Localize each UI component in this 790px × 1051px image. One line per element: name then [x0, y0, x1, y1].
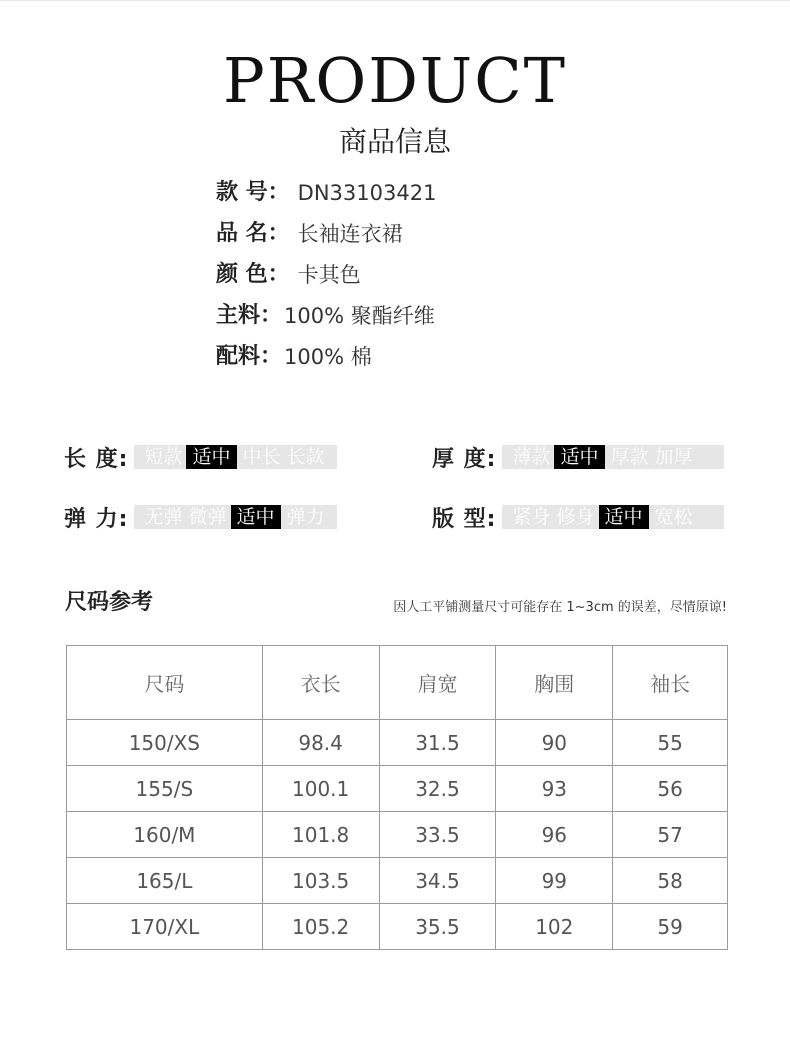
table-cell: 98.4: [262, 720, 379, 766]
column-header-sleeve: 袖长: [613, 646, 728, 720]
option-mid-long: 中长: [242, 446, 281, 468]
info-row-secondary-material: [216, 336, 436, 377]
attribute-elasticity: [64, 502, 337, 532]
table-cell: 96: [496, 812, 613, 858]
info-value: 100% 棉: [284, 344, 372, 369]
info-label: 配料：: [216, 343, 283, 369]
table-cell: 32.5: [379, 766, 496, 812]
attribute-label: 弹 力:: [64, 506, 129, 532]
table-cell: 160/M: [67, 812, 263, 858]
page-title: PRODUCT: [223, 44, 567, 117]
table-cell: 102: [496, 904, 613, 950]
option-tight: 紧身: [512, 506, 551, 528]
attribute-thickness: [432, 442, 724, 472]
table-cell: 103.5: [262, 858, 379, 904]
size-table: [66, 645, 728, 950]
table-cell: 90: [496, 720, 613, 766]
size-chart-note: 因人工平铺测量尺寸可能存在 1~3cm 的误差，尽情原谅!: [393, 600, 727, 615]
table-cell: 93: [496, 766, 613, 812]
option-stretch: 弹力: [286, 506, 325, 528]
info-label: 款 号：: [216, 179, 290, 205]
column-header-shoulder: 肩宽: [379, 646, 496, 720]
column-header-size: 尺码: [67, 646, 263, 720]
option-long: 长款: [286, 446, 325, 468]
top-divider: [0, 0, 790, 1]
table-row: [67, 720, 728, 766]
table-row: [67, 812, 728, 858]
option-thin: 薄款: [512, 446, 551, 468]
table-cell: 56: [613, 766, 728, 812]
option-selected: 适中: [186, 445, 236, 469]
table-cell: 105.2: [262, 904, 379, 950]
table-cell: 150/XS: [67, 720, 263, 766]
size-chart-title: 尺码参考: [65, 590, 154, 615]
info-row-product-name: [216, 213, 436, 254]
column-header-bust: 胸围: [496, 646, 613, 720]
table-row: [67, 858, 728, 904]
table-cell: 33.5: [379, 812, 496, 858]
option-thick: 厚款: [610, 446, 649, 468]
table-cell: 99: [496, 858, 613, 904]
table-header-row: [67, 646, 728, 720]
option-extra-thick: 加厚: [654, 446, 693, 468]
attribute-length: [64, 442, 337, 472]
table-cell: 35.5: [379, 904, 496, 950]
table-cell: 100.1: [262, 766, 379, 812]
info-label: 主料：: [216, 302, 283, 328]
table-cell: 170/XL: [67, 904, 263, 950]
option-loose: 宽松: [654, 506, 693, 528]
info-row-main-material: [216, 295, 436, 336]
option-slim: 修身: [556, 506, 595, 528]
option-selected: 适中: [554, 445, 604, 469]
page-subtitle: 商品信息: [338, 125, 451, 158]
attribute-scale: [134, 505, 337, 529]
info-label: 颜 色：: [216, 261, 290, 287]
table-cell: 58: [613, 858, 728, 904]
info-value: 卡其色: [297, 262, 361, 287]
product-info: [216, 172, 436, 377]
info-value: DN33103421: [297, 180, 437, 205]
attribute-scale: [502, 505, 724, 529]
attribute-label: 厚 度:: [432, 446, 497, 472]
column-header-length: 衣长: [262, 646, 379, 720]
option-slight-stretch: 微弹: [188, 506, 227, 528]
table-cell: 55: [613, 720, 728, 766]
table-cell: 101.8: [262, 812, 379, 858]
option-selected: 适中: [231, 505, 281, 529]
table-row: [67, 766, 728, 812]
info-row-style-number: [216, 172, 436, 213]
table-cell: 165/L: [67, 858, 263, 904]
table-cell: 57: [613, 812, 728, 858]
option-selected: 适中: [599, 505, 649, 529]
table-cell: 34.5: [379, 858, 496, 904]
table-row: [67, 904, 728, 950]
table-cell: 31.5: [379, 720, 496, 766]
table-cell: 155/S: [67, 766, 263, 812]
attribute-label: 版 型:: [432, 506, 497, 532]
table-cell: 59: [613, 904, 728, 950]
attribute-label: 长 度:: [64, 446, 129, 472]
attribute-scale: [134, 445, 337, 469]
info-value: 长袖连衣裙: [297, 221, 403, 246]
info-label: 品 名：: [216, 220, 290, 246]
option-short: 短款: [144, 446, 183, 468]
attribute-scale: [502, 445, 724, 469]
info-value: 100% 聚酯纤维: [284, 303, 435, 328]
attribute-fit: [432, 502, 724, 532]
option-no-stretch: 无弹: [144, 506, 183, 528]
info-row-color: [216, 254, 436, 295]
